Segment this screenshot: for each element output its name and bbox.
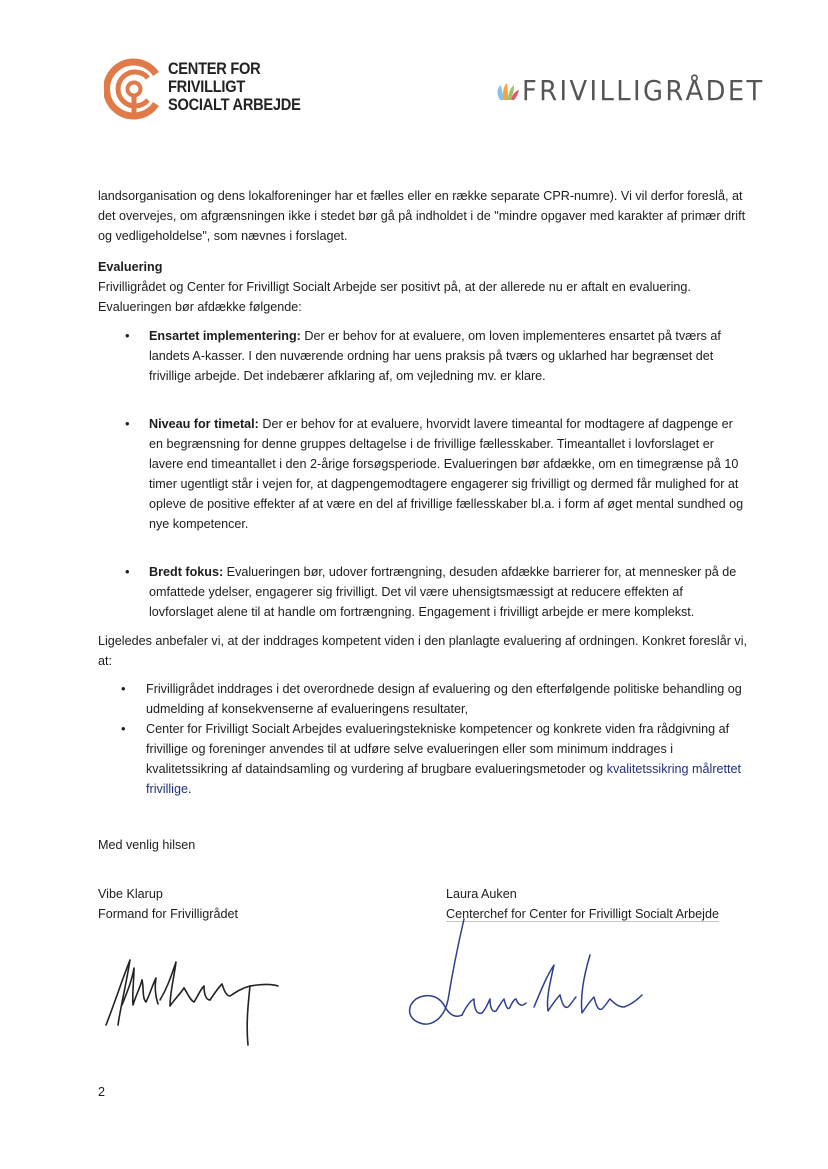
bullet-text: Frivilligrådet inddrages i det overordnede design af evaluering og den efterfølgende politiske behandling og udmelding af konsekvenserne af evalueringens resultater, (146, 682, 742, 716)
list-item (120, 679, 748, 719)
bullet-icon: • (121, 681, 126, 696)
bullet-title: Bredt fokus: (149, 565, 224, 579)
bullet-icon: • (125, 564, 130, 579)
bullet-text: Der er behov for at evaluere, om loven implementeres ensartet på tværs af landets A-kasser. I den nuværende ordning har uens praksis på tværs og uklarhed har begrænset det frivillige arbejde. Det indebærer afklaring af, om vejledning mv. er klare. (149, 329, 721, 383)
recommendation-paragraph: Ligeledes anbefaler vi, at der inddrages kompetent viden i den planlagte evaluering af ordningen. Konkret foreslår vi, at: (98, 634, 747, 668)
cfsa-logo-line1: CENTER FOR (168, 59, 261, 78)
bullet-title: Ensartet implementering: (149, 329, 301, 343)
list-item (124, 562, 748, 622)
page-number: 2 (98, 1085, 106, 1099)
handwritten-signature-right (404, 915, 644, 1045)
list-item (124, 414, 748, 534)
cfsa-logo-line2: FRIVILLIGT (168, 77, 246, 96)
bullet-text: Evalueringen bør, udover fortrængning, desuden afdække barrierer for, at mennesker på de omfattede ydelser, engagerer sig frivilligt. Det vil være uhensigtsmæssigt at reducere effekten af lovforslaget alene til at handle om fortrængning. Engagement i frivilligt arbejde er mere komplekst. (149, 565, 737, 619)
signatory-name: Laura Auken (446, 887, 517, 901)
bullet-end: . (188, 782, 192, 796)
kvalitetssikring-link[interactable]: kvalitetssikring målrettet frivillige (146, 762, 742, 796)
frivilligraadet-logo (496, 74, 765, 114)
bullet-icon: • (125, 416, 130, 431)
section-heading-evaluering: Evaluering (98, 260, 163, 274)
signatory-left (98, 884, 358, 924)
cfsa-logo (104, 54, 304, 126)
intro-paragraph: landsorganisation og dens lokalforeninger har et fælles eller en række separate CPR-numre). Vi vil derfor foreslå, at det overvejes, om afgrænsningen ikke i stedet bør gå på indholdet i de "mindre opgaver med karakter af primær drift og vedligeholdelse", som nævnes i forslaget. (98, 189, 746, 243)
cfsa-logo-line3: SOCIALT ARBEJDE (168, 95, 301, 114)
recommendation-bullet-list (120, 679, 748, 799)
signatory-title: Centerchef for Center for Frivilligt Socialt Arbejde (446, 907, 719, 921)
bullet-icon: • (121, 721, 126, 736)
frivilligraadet-logo-text: FRIVILLIGRÅDET (522, 74, 765, 107)
focus-bullet-list (124, 326, 748, 622)
concentric-circle-c-icon (104, 54, 166, 124)
handwritten-signature-left (100, 950, 280, 1050)
list-item (124, 326, 748, 386)
evaluering-paragraph: Frivilligrådet og Center for Frivilligt Socialt Arbejde ser positivt på, at der allerede nu er aftalt en evaluering. Evalueringen bør afdække følgende: (98, 280, 691, 314)
bullet-title: Niveau for timetal: (149, 417, 259, 431)
list-item (120, 719, 748, 799)
leaf-fan-icon (496, 80, 520, 102)
bullet-text: Center for Frivilligt Socialt Arbejdes evalueringstekniske kompetencer og konkrete viden fra rådgivning af frivillige og foreninger anvendes til at udføre selve evalueringen eller som minimum inddrages i kvalitetssikring af dataindsamling og vurdering af brugbare evalueringsmetoder og (146, 722, 730, 776)
signatory-name: Vibe Klarup (98, 887, 163, 901)
signatory-title: Formand for Frivilligrådet (98, 907, 238, 921)
bullet-icon: • (125, 328, 130, 343)
bullet-text: Der er behov for at evaluere, hvorvidt lavere timeantal for modtagere af dagpenge er en begrænsning for denne gruppes deltagelse i de frivillige fællesskaber. Timeantallet i lovforslaget er lavere end timeantallet i den 2-årige forsøgsperiode. Evalueringen bør afdække, om en timegrænse på 10 timer ugentligt står i vejen for, at dagpengemodtagere engagerer sig frivilligt og dermed får mulighed for at opleve de positive effekter af at være en del af frivillige fællesskaber bl.a. i form af øget mental sundhed og nye kompetencer. (149, 417, 744, 531)
closing-greeting: Med venlig hilsen (98, 838, 196, 852)
